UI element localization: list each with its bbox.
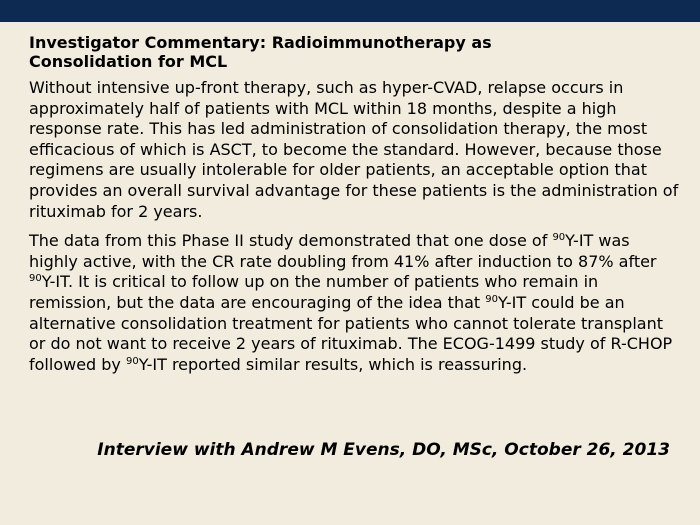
commentary-heading xyxy=(29,33,679,71)
superscript-90: 90 xyxy=(125,355,139,367)
superscript-90: 90 xyxy=(29,273,42,285)
top-banner xyxy=(0,0,700,22)
heading-line-2: Consolidation for MCL xyxy=(29,52,228,71)
paragraph-2-text-1: The data from this Phase II study demonstrated that one dose of xyxy=(29,231,553,251)
superscript-90: 90 xyxy=(485,293,498,305)
paragraph-2-text-3: Y-IT. It is critical to follow up on the number of patients who remain in remission, but the data are encouraging of the idea that xyxy=(29,272,599,312)
heading-line-1: Investigator Commentary: Radioimmunotherapy as xyxy=(29,33,492,52)
paragraph-1: Without intensive up-front therapy, such as hyper-CVAD, relapse occurs in approximately half of patients with MCL within 18 months, despite a high response rate. This has led administration of consolidation therapy, the most efficacious of which is ASCT, to become the standard. However, because those regimens are usually intolerable for older patients, an acceptable option that provides an overall survival advantage for these patients is the administration of rituximab for 2 years. xyxy=(29,78,679,221)
paragraph-2-text-4: Y-IT could be an alternative consolidation treatment for patients who cannot tolerate transplant or do not want to receive 2 years of rituximab. The ECOG-1499 study of R-CHOP followed by xyxy=(29,292,673,374)
superscript-90: 90 xyxy=(552,232,566,244)
paragraph-2-text-2: Y-IT was highly active, with the CR rate doubling from 41% after induction to 87% after xyxy=(29,231,657,271)
paragraph-2-text-5: Y-IT reported similar results, which is reassuring. xyxy=(138,354,528,374)
paragraph-2 xyxy=(29,231,679,375)
commentary-body xyxy=(29,33,679,384)
interview-attribution: Interview with Andrew M Evens, DO, MSc, October 26, 2013 xyxy=(97,440,670,460)
